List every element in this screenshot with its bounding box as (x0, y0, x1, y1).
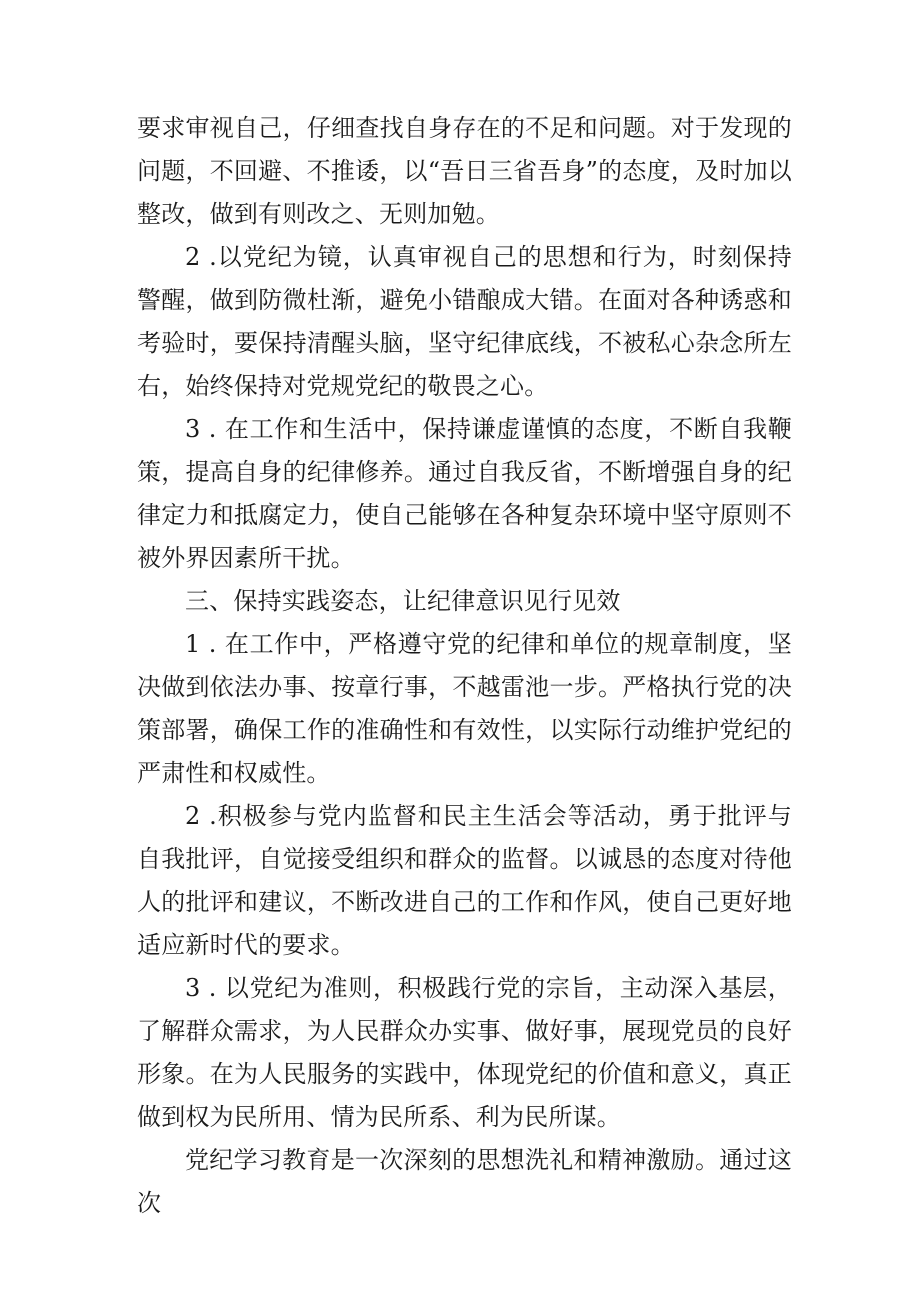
paragraph-item-3-self-discipline: 3 . 在工作和生活中，保持谦虚谨慎的态度，不断自我鞭策，提高自身的纪律修养。通过自我反省，不断增强自身的纪律定力和抵腐定力，使自己能够在各种复杂环境中坚守原则不被外界因素所干扰。 (137, 415, 792, 572)
paragraph-continuation: 要求审视自己，仔细查找自身存在的不足和问题。对于发现的问题，不回避、不推诿，以“吾日三省吾身”的态度，及时加以整改，做到有则改之、无则加勉。 (137, 114, 792, 228)
paragraph-item-2-supervision: 2 .积极参与党内监督和民主生活会等活动，勇于批评与自我批评，自觉接受组织和群众的监督。以诚恳的态度对待他人的批评和建议，不断改进自己的工作和作风，使自己更好地适应新时代的要求。 (137, 802, 792, 959)
paragraph-conclusion-start: 党纪学习教育是一次深刻的思想洗礼和精神激励。通过这次 (137, 1146, 792, 1217)
paragraph-item-1-work-rules: 1 . 在工作中，严格遵守党的纪律和单位的规章制度，坚决做到依法办事、按章行事，不越雷池一步。严格执行党的决策部署，确保工作的准确性和有效性，以实际行动维护党纪的严肃性和权威性。 (137, 630, 792, 787)
paragraph-item-2-self-review: 2 .以党纪为镜，认真审视自己的思想和行为，时刻保持警醒，做到防微杜渐，避免小错酿成大错。在面对各种诱惑和考验时，要保持清醒头脑，坚守纪律底线，不被私心杂念所左右，始终保持对党规党纪的敬畏之心。 (137, 243, 792, 400)
section-heading-three: 三、保持实践姿态，让纪律意识见行见效 (185, 587, 621, 615)
paragraph-item-3-serve-people: 3 . 以党纪为准则，积极践行党的宗旨，主动深入基层，了解群众需求，为人民群众办实事、做好事，展现党员的良好形象。在为人民服务的实践中，体现党纪的价值和意义，真正做到权为民所用、情为民所系、利为民所谋。 (137, 974, 792, 1131)
document-body (137, 107, 792, 1225)
